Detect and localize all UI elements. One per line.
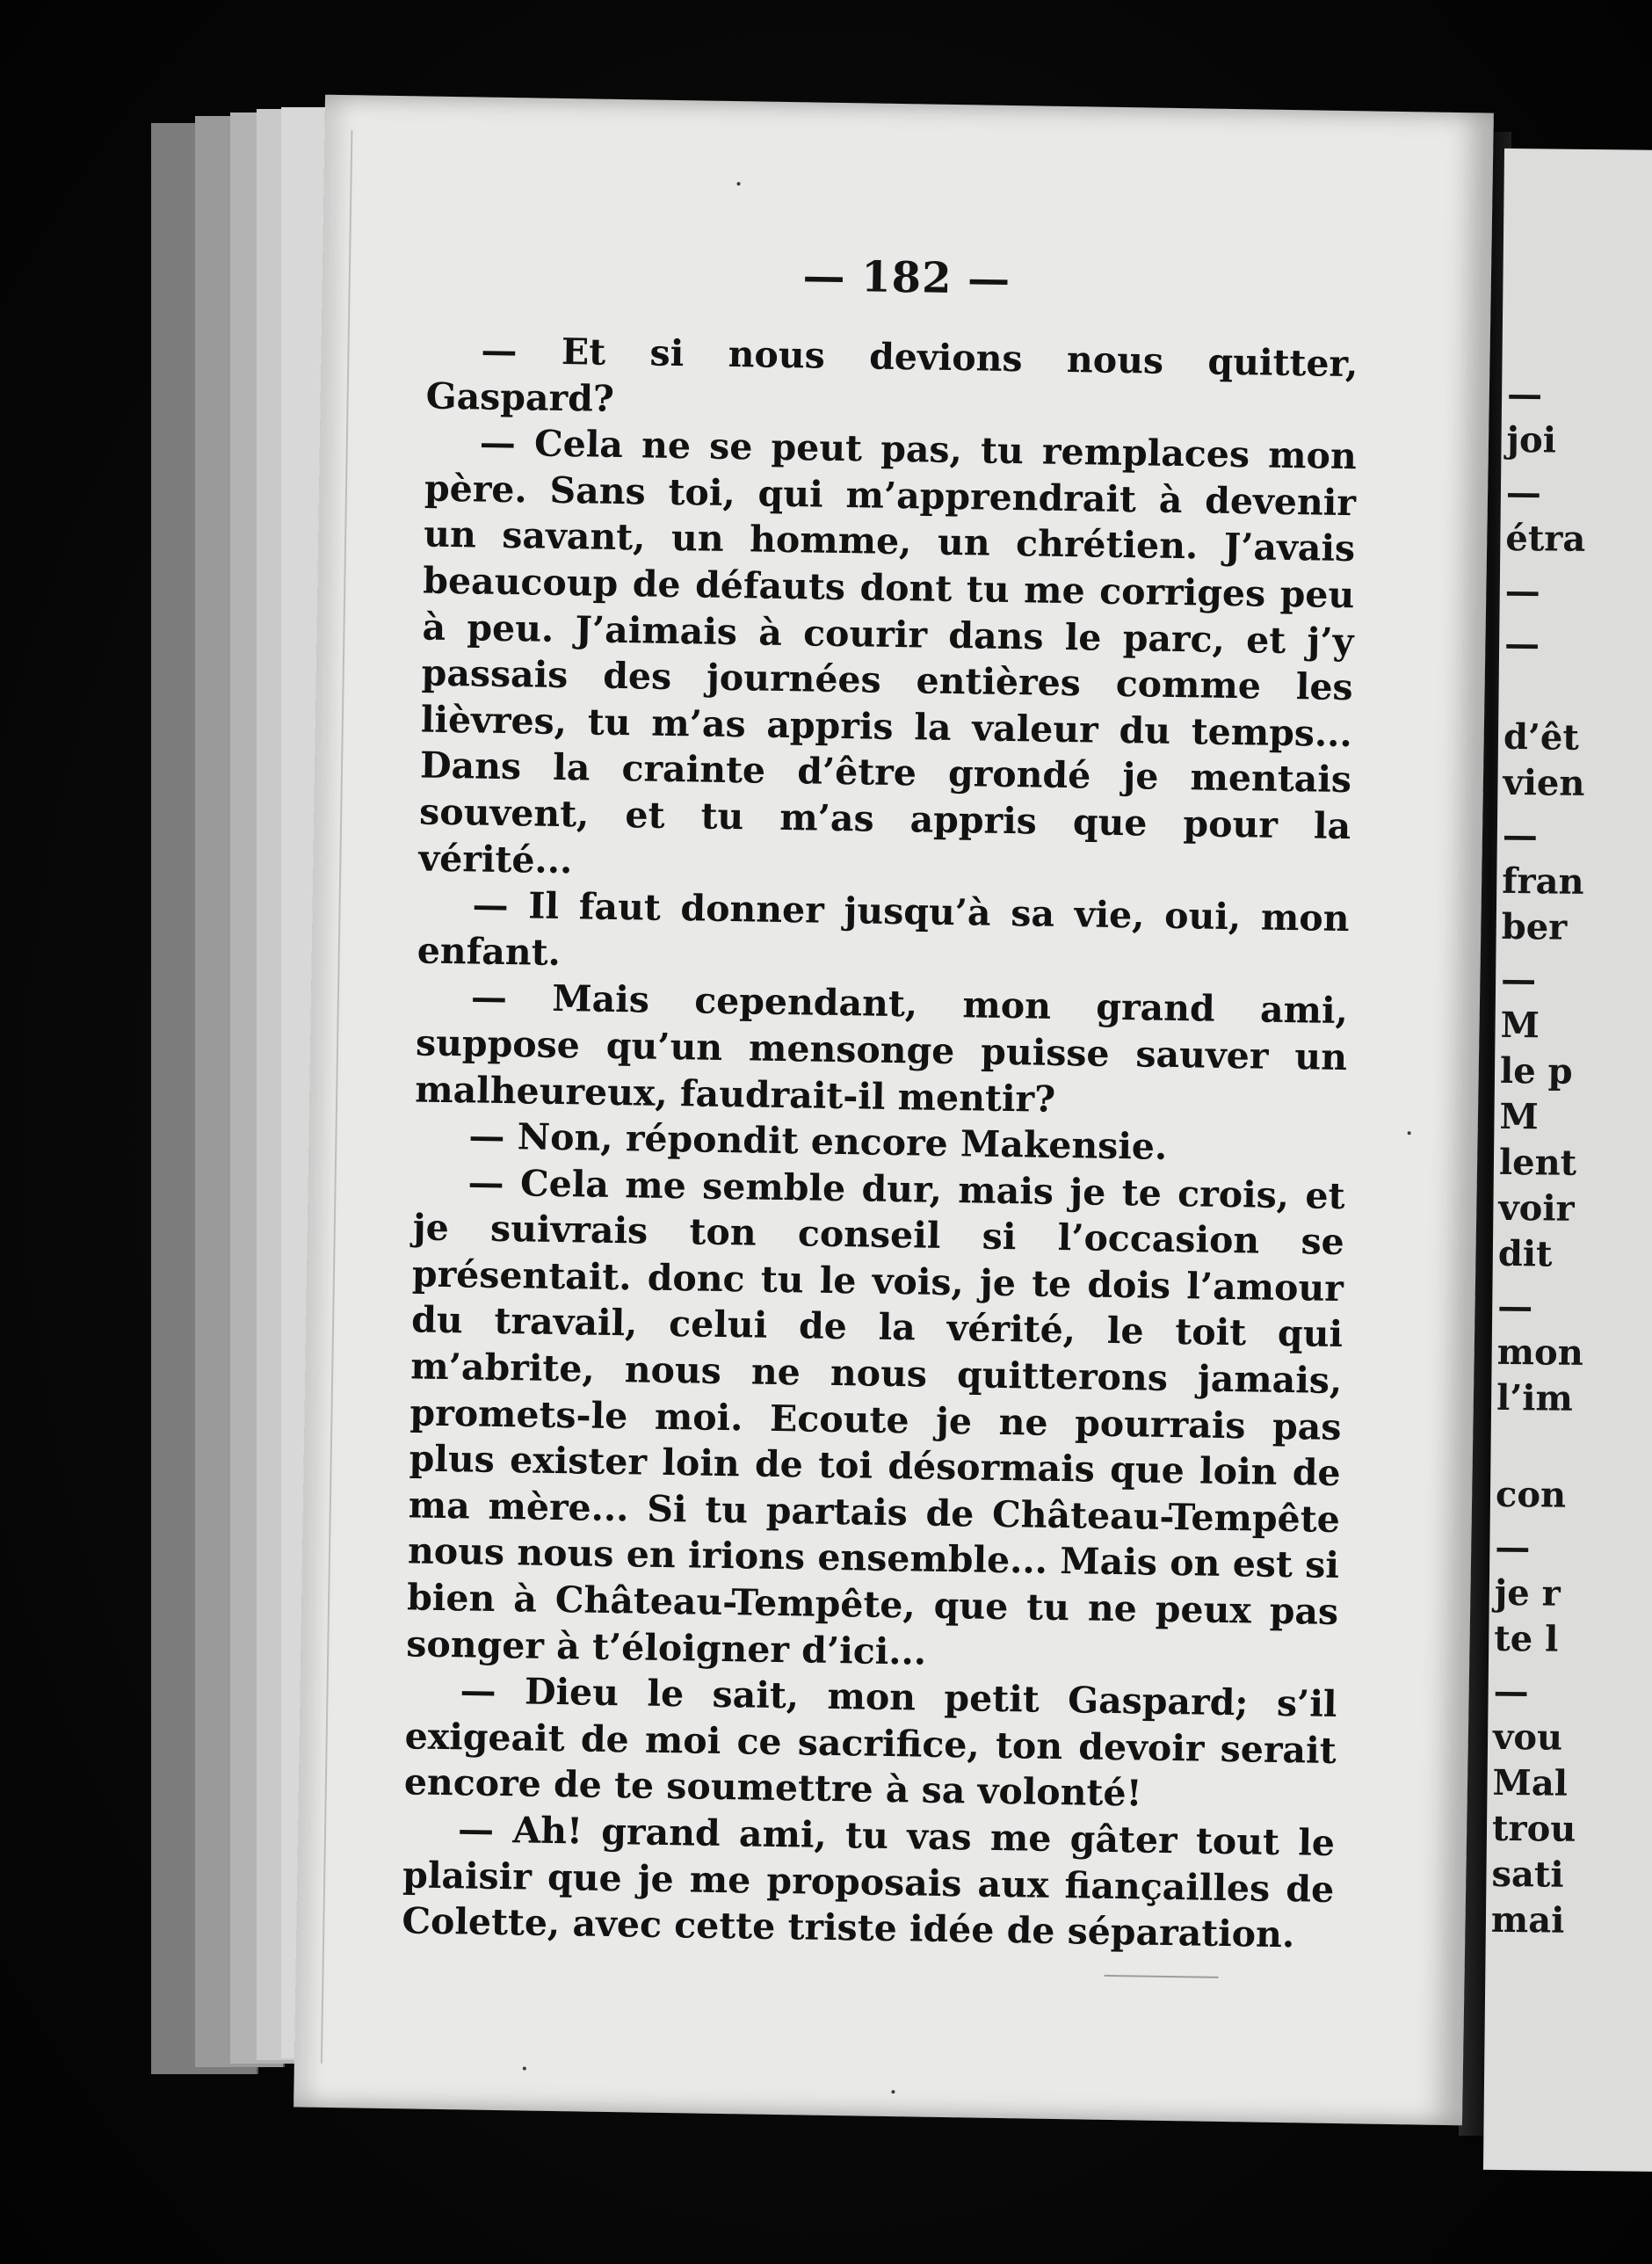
facing-line: d’êt	[1503, 715, 1580, 758]
bottom-rule	[1105, 1975, 1219, 1978]
facing-line: con	[1495, 1473, 1567, 1516]
facing-line: trou	[1491, 1807, 1576, 1850]
facing-line: le p	[1499, 1049, 1573, 1092]
facing-line: vien	[1503, 761, 1585, 804]
facing-line: fran	[1502, 860, 1584, 903]
facing-line: mon	[1496, 1331, 1584, 1374]
facing-line: je r	[1494, 1571, 1561, 1615]
facing-line: M	[1499, 1095, 1540, 1138]
facing-line: —	[1505, 471, 1542, 514]
facing-line: —	[1502, 814, 1539, 857]
facing-page	[1483, 149, 1652, 2172]
paper-speck	[1408, 1131, 1411, 1135]
facing-line: lent	[1498, 1141, 1577, 1184]
paragraph: — Ah! grand ami, tu vas me gâter tout le plaisir que je me proposais aux fiançailles de Colette, avec cette triste idée de séparation.	[402, 1808, 1336, 1956]
paragraph: — Non, répondit encore Makensie.	[468, 1114, 1168, 1168]
facing-line: —	[1506, 373, 1543, 416]
facing-line: ber	[1501, 905, 1568, 948]
paragraph: — Et si nous devions nous quitter, Gaspard?	[425, 329, 1359, 420]
facing-line: —	[1497, 1285, 1533, 1328]
facing-line: l’im	[1496, 1376, 1574, 1419]
paragraph: — Il faut donner jusqu’à sa vie, oui, mon enfant.	[417, 883, 1350, 974]
facing-line: —	[1493, 1670, 1529, 1713]
facing-line: —	[1495, 1526, 1531, 1569]
page-text	[402, 327, 1359, 1959]
facing-line: étra	[1505, 517, 1586, 560]
facing-line: —	[1503, 622, 1540, 665]
page-number: — 182 —	[802, 251, 1011, 304]
paragraph: — Cela ne se peut pas, tu remplaces mon père. Sans toi, qui m’apprendrait à devenir un savant, un homme, un chrétien. J’avais beaucoup de défauts dont tu me corriges peu à peu. J’aimais à courir dans le parc, et j’y passais des journées entières comme les lièvres, tu m’as appris la valeur du temps... Dans la crainte d’être grondé je mentais souvent, et tu m’as appris que pour la vérité...	[418, 421, 1358, 882]
paragraph: — Cela me semble dur, mais je te crois, et je suivrais ton conseil si l’occasion se présentait. donc tu le vois, je te dois l’amour du travail, celui de la vérité, le toit qui m’abrite, nous ne nous quitterons jamais, promets-le moi. Ecoute je ne pourrais pas plus exister loin de toi désormais que loin de ma mère... Si tu partais de Château-Tempête nous nous en irions ensemble... Mais on est si bien à Château-Tempête, que tu ne peux pas songer à t’éloigner d’ici...	[406, 1161, 1345, 1673]
facing-line: sati	[1491, 1853, 1564, 1896]
facing-line: mai	[1490, 1898, 1565, 1941]
paragraph: — Mais cependant, mon grand ami, suppose qu’un mensonge puisse sauver un malheureux, faudrait-il mentir?	[414, 976, 1349, 1121]
paper-speck	[737, 182, 741, 185]
facing-line: —	[1504, 570, 1541, 613]
facing-line: te l	[1494, 1617, 1559, 1660]
facing-line: Mal	[1492, 1761, 1569, 1804]
facing-line: joi	[1506, 418, 1557, 461]
book-page	[293, 95, 1494, 2126]
facing-line: voir	[1498, 1186, 1575, 1230]
facing-line: vou	[1492, 1716, 1563, 1759]
paragraph: — Dieu le sait, mon petit Gaspard; s’il exigeait de moi ce sacrifice, ton devoir serait encore de te soumettre à sa volonté!	[403, 1669, 1337, 1815]
page-edge-line	[321, 130, 353, 2064]
paper-speck	[891, 2090, 895, 2093]
facing-line: M	[1500, 1004, 1540, 1047]
facing-line: —	[1500, 958, 1537, 1001]
paper-speck	[523, 2067, 526, 2071]
facing-line: dit	[1497, 1232, 1553, 1275]
